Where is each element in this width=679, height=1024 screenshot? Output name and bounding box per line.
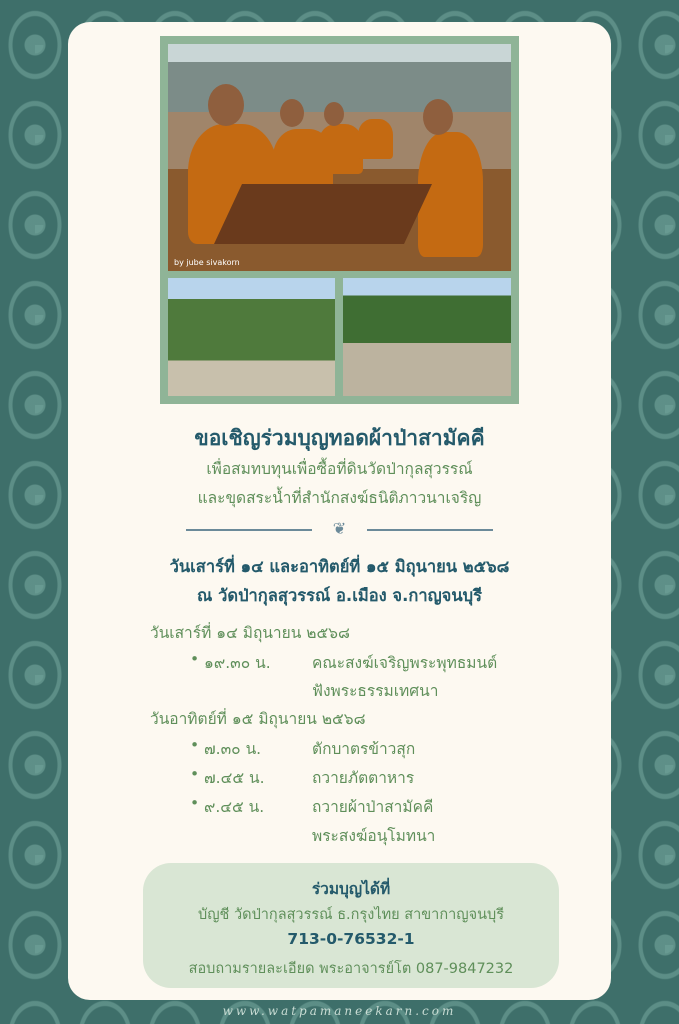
schedule-desc: ถวายผ้าป่าสามัคคี [312,798,434,816]
donation-box [143,863,559,988]
schedule-desc: ถวายภัตตาหาร [312,769,415,787]
invitation-title: ขอเชิญร่วมบุญทอดผ้าป่าสามัคคี [194,426,485,450]
bullet-icon: • [190,765,200,783]
event-location: ณ วัดป่ากุลสุวรรณ์ อ.เมือง จ.กาญจนบุรี [197,586,482,605]
monks-chanting-photo [168,44,511,271]
photo-credit: by jube sivakorn [174,258,240,267]
photo-collage [160,36,519,404]
schedule-day-saturday: วันเสาร์ที่ ๑๔ มิถุนายน ๒๕๖๘ [150,624,350,642]
donation-contact: สอบถามรายละเอียด พระอาจารย์โต 087-9847232 [188,961,514,977]
schedule-desc: คณะสงฆ์เจริญพระพุทธมนต์ [312,654,498,672]
bullet-icon: • [190,794,200,812]
website-footer: www.watpamaneekarn.com [222,1004,457,1018]
schedule-time: ๗.๔๕ น. [204,769,265,787]
invitation-card [68,22,611,1000]
event-dates: วันเสาร์ที่ ๑๔ และอาทิตย์ที่ ๑๕ มิถุนายน ๒๕๖๘ [169,557,510,576]
schedule-time: ๙.๔๕ น. [204,798,265,816]
schedule-desc-continued: พระสงฆ์อนุโมทนา [312,827,436,845]
schedule-time: ๗.๓๐ น. [204,740,262,758]
donation-account-number: 713-0-76532-1 [287,930,415,948]
bullet-icon: • [190,650,200,668]
bullet-icon: • [190,736,200,754]
subtitle-line-2: และขุดสระน้ำที่สำนักสงฆ์ธนิติภาวนาเจริญ [197,489,482,507]
schedule-day-sunday: วันอาทิตย์ที่ ๑๕ มิถุนายน ๒๕๖๘ [150,710,366,728]
schedule-desc: ตักบาตรข้าวสุก [312,740,416,758]
ornament-divider [186,521,493,539]
land-trees-photo-right [343,278,511,396]
subtitle-line-1: เพื่อสมทบทุนเพื่อซื้อที่ดินวัดป่ากุลสุวรรณ์ [206,460,473,478]
schedule-desc-continued: ฟังพระธรรมเทศนา [312,682,439,700]
ornament-icon: ❦ [332,519,347,538]
land-trees-photo-left [168,278,335,396]
donation-account: บัญชี วัดป่ากุลสุวรรณ์ ธ.กรุงไทย สาขากาญจนบุรี [198,907,504,923]
donation-title: ร่วมบุญได้ที่ [311,880,391,898]
schedule-time: ๑๙.๓๐ น. [204,654,271,672]
